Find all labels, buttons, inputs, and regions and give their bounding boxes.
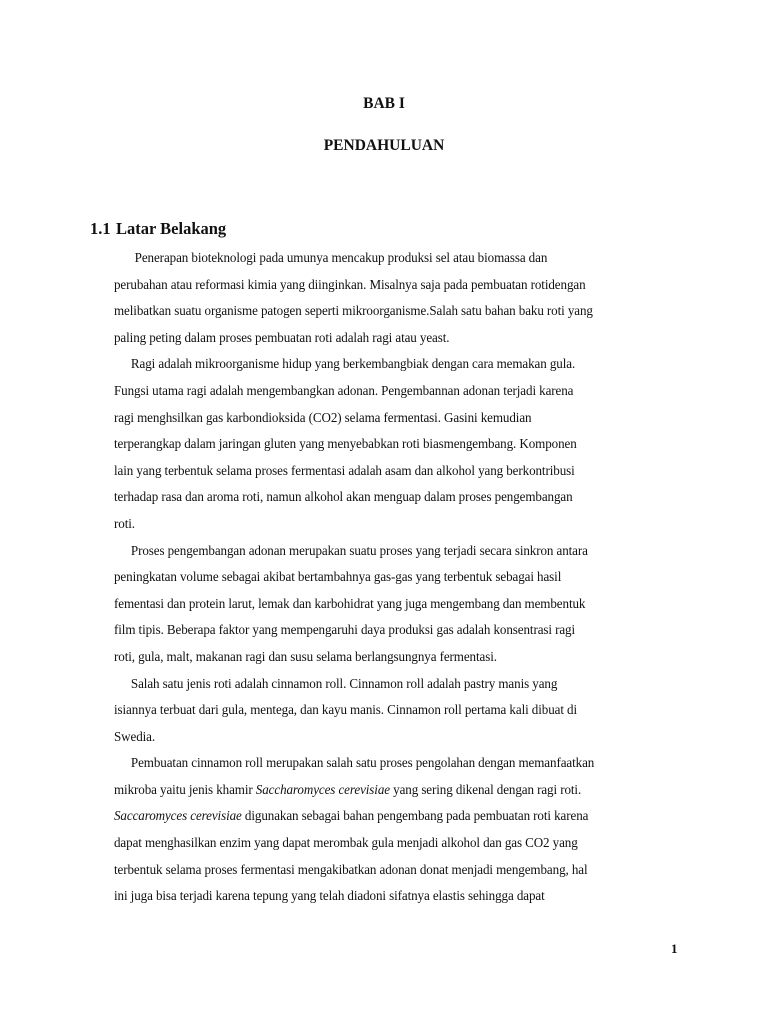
text-line [114, 778, 646, 805]
text-line [114, 804, 646, 831]
paragraph [114, 672, 646, 752]
chapter-title: PENDAHULUAN [323, 137, 445, 154]
text-line: Fungsi utama ragi adalah mengembangkan adonan. Pengembannan adonan terjadi karena [114, 383, 574, 399]
text-line: roti, gula, malt, makanan ragi dan susu selama berlangsungnya fermentasi. [114, 649, 497, 665]
text-line: isiannya terbuat dari gula, mentega, dan kayu manis. Cinnamon roll pertama kali dibuat di [114, 703, 578, 719]
text-line: melibatkan suatu organisme patogen seperti mikroorganisme.Salah satu bahan baku roti yang [114, 304, 593, 320]
species-name: Saccharomyces cerevisiae [255, 782, 390, 798]
section-number: 1.1 [90, 219, 111, 238]
text-line: film tipis. Beberapa faktor yang mempengaruhi daya produksi gas adalah konsentrasi ragi [114, 623, 576, 639]
chapter-heading: BAB I [363, 95, 405, 112]
text-run: yang sering dikenal dengan ragi roti. [389, 782, 582, 798]
paragraph [114, 751, 646, 911]
paragraph [114, 246, 646, 352]
text-line: fementasi dan protein larut, lemak dan karbohidrat yang juga mengembang dan membentuk [114, 596, 586, 612]
text-line: ragi menghsilkan gas karbondioksida (CO2) selama fermentasi. Gasini kemudian [114, 410, 532, 426]
text-line: Salah satu jenis roti adalah cinnamon roll. Cinnamon roll adalah pastry manis yang [130, 676, 558, 692]
text-line: terperangkap dalam jaringan gluten yang menyebabkan roti biasmengembang. Komponen [114, 437, 577, 453]
section-title: Latar Belakang [116, 219, 227, 238]
text-line: terbentuk selama proses fermentasi mengakibatkan adonan donat menjadi mengembang, hal [114, 862, 588, 878]
text-line: Pembuatan cinnamon roll merupakan salah satu proses pengolahan dengan memanfaatkan [130, 756, 595, 772]
species-name: Saccaromyces cerevisiae [114, 809, 242, 825]
page-number: 1 [671, 941, 678, 956]
text-line: perubahan atau reformasi kimia yang diinginkan. Misalnya saja pada pembuatan rotidengan [114, 277, 586, 293]
text-line: Proses pengembangan adonan merupakan suatu proses yang terjadi secara sinkron antara [130, 543, 588, 559]
text-line: Ragi adalah mikroorganisme hidup yang berkembangbiak dengan cara memakan gula. [130, 357, 576, 373]
paragraph [114, 352, 646, 538]
text-line: lain yang terbentuk selama proses fermentasi adalah asam dan alkohol yang berkontribusi [114, 463, 575, 479]
text-line: peningkatan volume sebagai akibat bertambahnya gas-gas yang terbentuk sebagai hasil [114, 570, 562, 586]
text-line: Penerapan bioteknologi pada umunya mencakup produksi sel atau biomassa dan [134, 251, 548, 266]
text-line: Swedia. [114, 729, 156, 745]
text-line: ini juga bisa terjadi karena tepung yang telah diadoni sifatnya elastis sehingga dapat [114, 889, 545, 905]
text-line: roti. [114, 516, 135, 532]
text-line: terhadap rasa dan aroma roti, namun alkohol akan menguap dalam proses pengembangan [114, 490, 573, 506]
text-line: dapat menghasilkan enzim yang dapat merombak gula menjadi alkohol dan gas CO2 yang [114, 836, 578, 852]
body-text [114, 246, 646, 911]
text-run: digunakan sebagai bahan pengembang pada pembuatan roti karena [241, 809, 589, 825]
text-run: mikroba yaitu jenis khamir [114, 782, 256, 798]
text-line: paling peting dalam proses pembuatan roti adalah ragi atau yeast. [114, 330, 450, 346]
section-heading [90, 219, 226, 239]
paragraph [114, 539, 646, 672]
